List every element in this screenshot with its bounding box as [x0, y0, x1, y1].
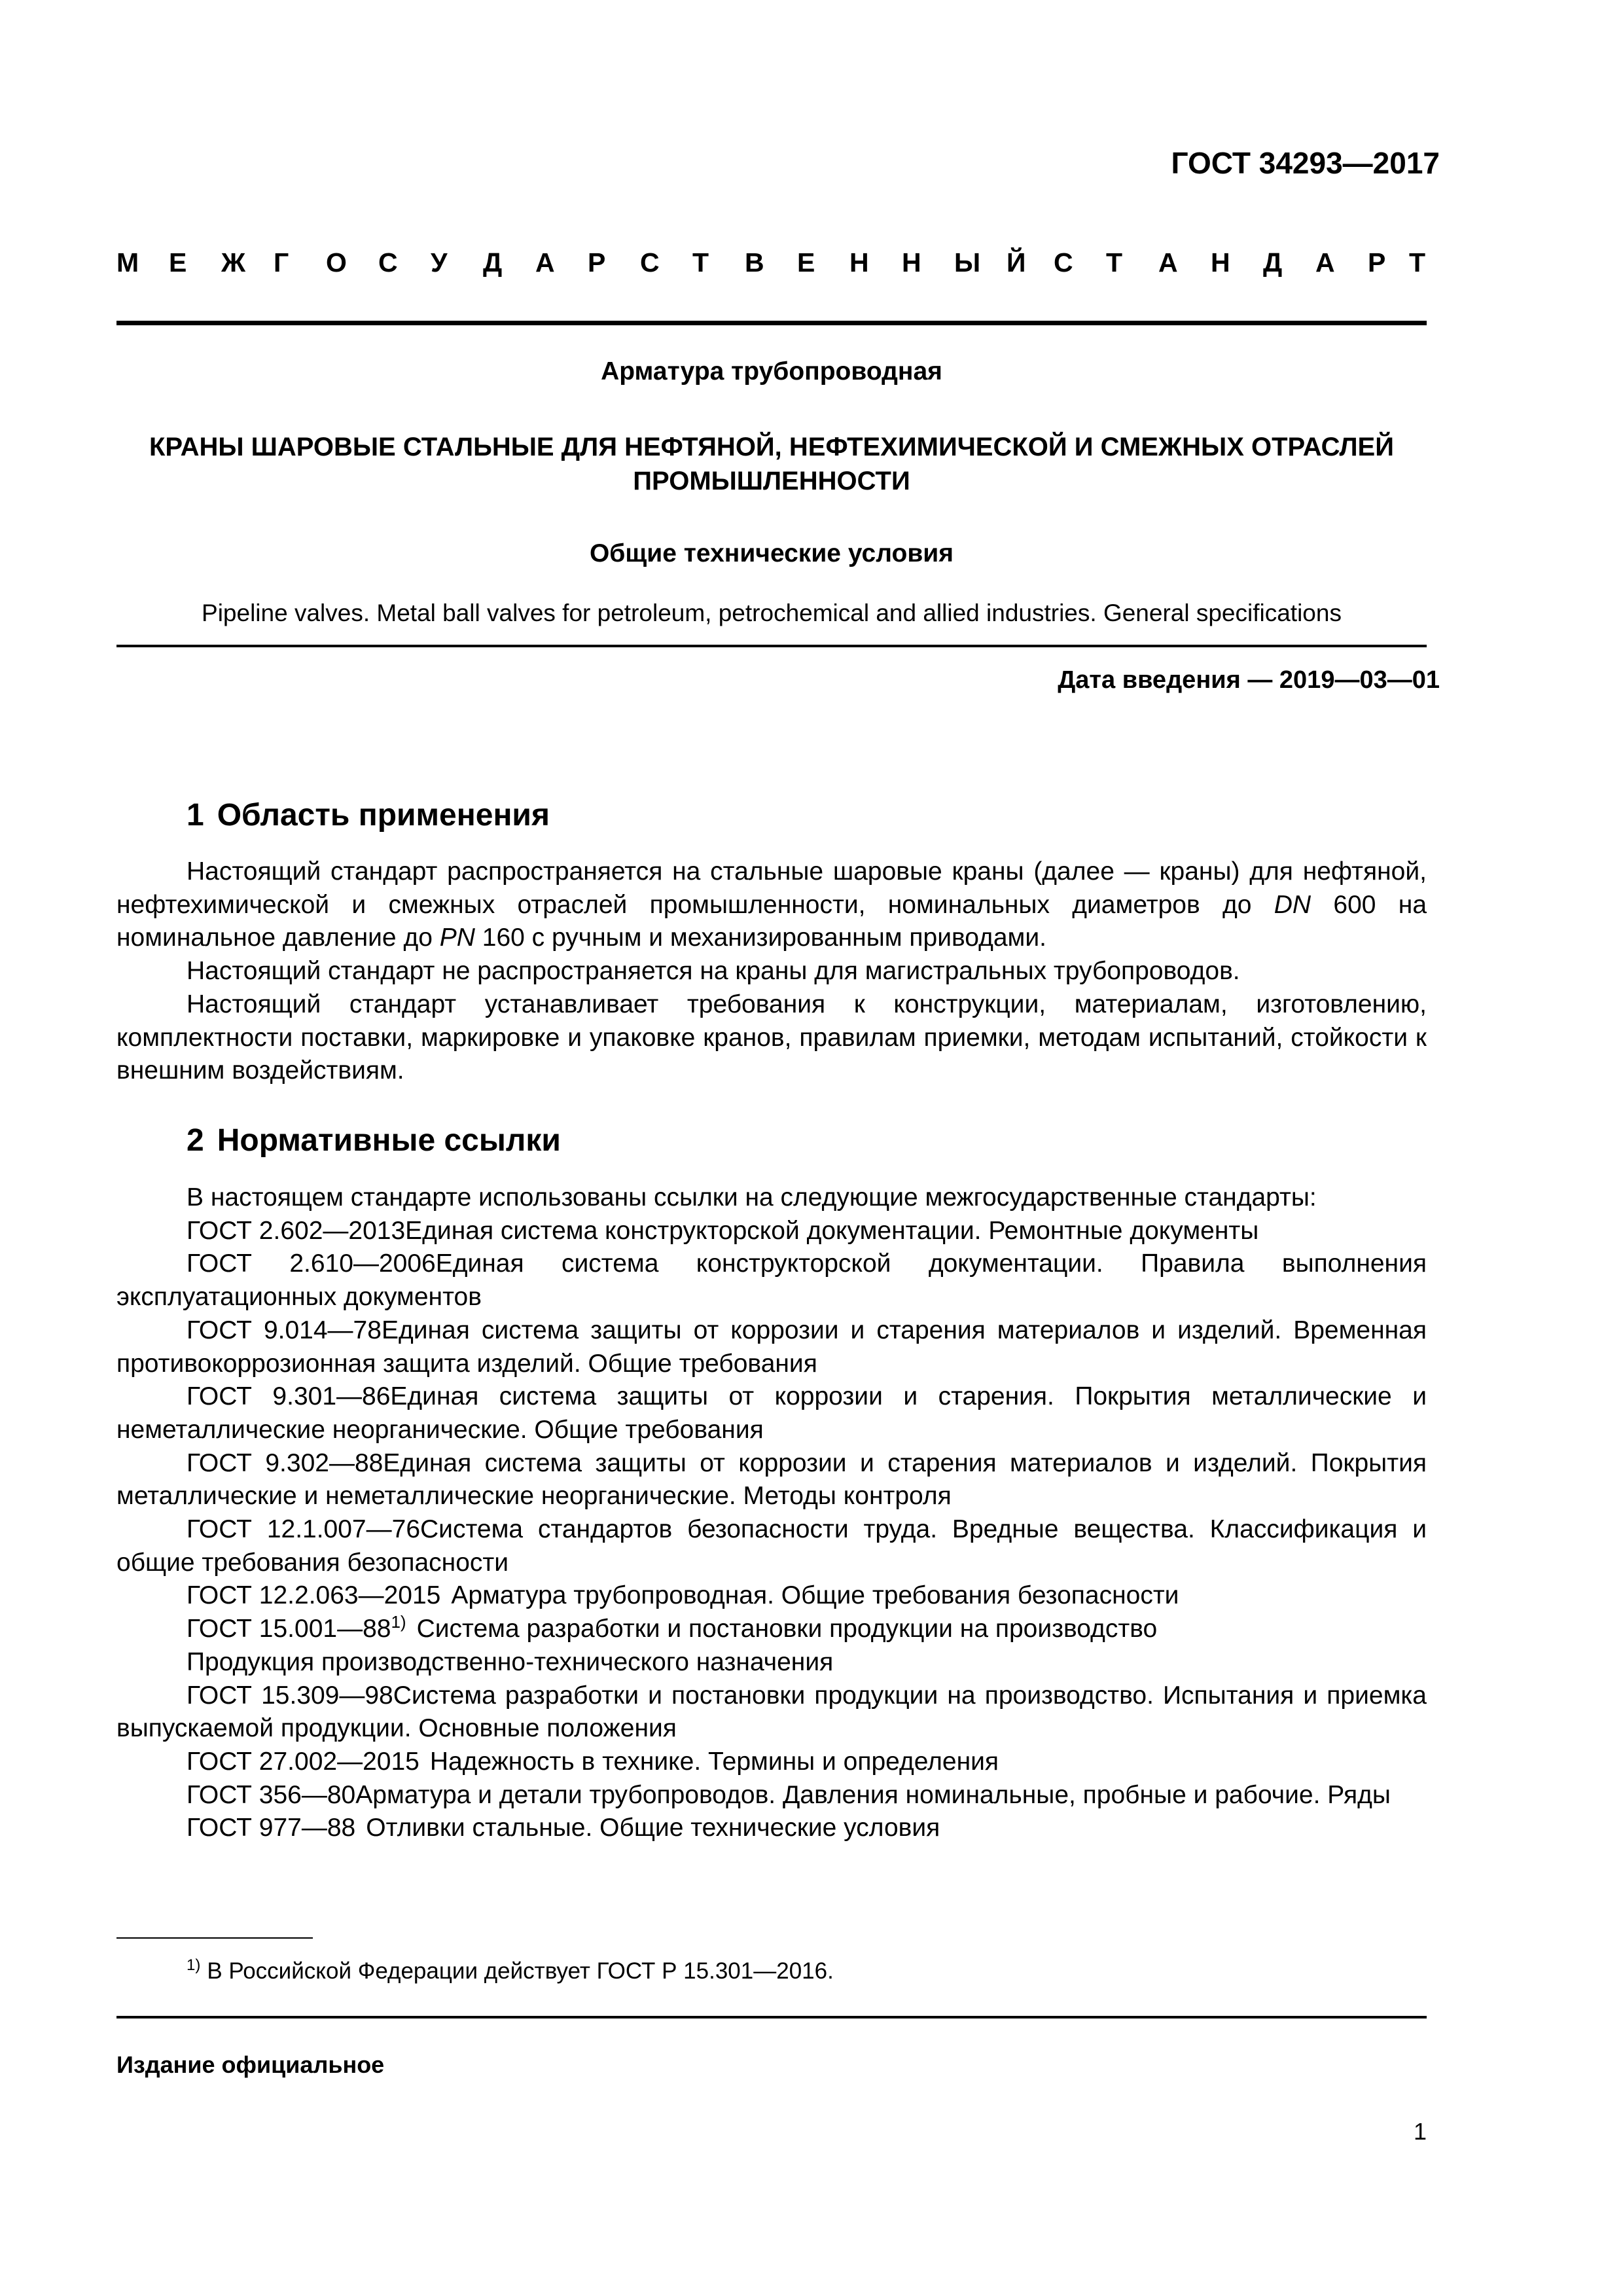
- reference-title: Система стандартов безопасности труда. Вредные вещества. Классификация и общие требования безопасности: [116, 1515, 1427, 1577]
- heading-letter: Ы: [954, 247, 981, 278]
- heading-letter: С: [378, 247, 398, 278]
- heading-letter: О: [326, 247, 347, 278]
- reference-title: Единая система конструкторской документации. Ремонтные документы: [405, 1216, 1259, 1245]
- dn-symbol: DN: [1274, 890, 1311, 919]
- reference-title: Единая система защиты от коррозии и старения материалов и изделий. Покрытия металлические и неметаллические неорганические. Методы контроля: [116, 1448, 1427, 1511]
- heading-letter: Н: [849, 247, 869, 278]
- heading-letter: С: [640, 247, 660, 278]
- reference-item: [116, 1447, 1427, 1513]
- section-1-heading: [187, 797, 550, 833]
- heading-letter: Т: [692, 247, 709, 278]
- introduction-date: Дата введения — 2019—03—01: [1058, 666, 1440, 694]
- section-2-body: [116, 1181, 1427, 1845]
- heading-letter: Д: [1263, 247, 1283, 278]
- paragraph: В настоящем стандарте использованы ссылки на следующие межгосударственные стандарты:: [187, 1183, 1317, 1211]
- footer-divider: [116, 2016, 1427, 2018]
- section-1-body: [116, 855, 1427, 1088]
- reference-code: ГОСТ 15.001—88: [187, 1615, 391, 1643]
- heading-letter: В: [745, 247, 764, 278]
- reference-code: ГОСТ 2.602—2013: [187, 1216, 406, 1245]
- section-title: Нормативные ссылки: [217, 1123, 561, 1158]
- official-edition-label: Издание официальное: [116, 2051, 385, 2078]
- heading-letter: А: [535, 247, 555, 278]
- heading-letter: Н: [902, 247, 921, 278]
- main-title-line: ПРОМЫШЛЕННОСТИ: [633, 467, 910, 495]
- heading-letter: Й: [1007, 247, 1026, 278]
- reference-code: ГОСТ 9.301—86: [187, 1382, 391, 1411]
- reference-code: ГОСТ 12.1.007—76: [187, 1515, 421, 1544]
- reference-title: Арматура и детали трубопроводов. Давления номинальные, пробные и рабочие. Ряды: [355, 1780, 1391, 1809]
- reference-item: [116, 1380, 1427, 1446]
- document-main-title: [116, 430, 1427, 498]
- reference-code: ГОСТ 9.014—78: [187, 1316, 382, 1344]
- title-divider: [116, 645, 1427, 647]
- reference-code: ГОСТ 356—80: [187, 1780, 356, 1809]
- heading-letter: Н: [1211, 247, 1230, 278]
- footnote-text: В Российской Федерации действует ГОСТ Р 15.301—2016.: [207, 1958, 834, 1984]
- heading-letter: А: [1158, 247, 1178, 278]
- heading-letter: Е: [797, 247, 815, 278]
- reference-item: [116, 1779, 1427, 1812]
- reference-code: ГОСТ 15.309—98: [187, 1681, 393, 1710]
- heading-letter: М: [116, 247, 139, 278]
- heading-letter: Т: [1409, 247, 1426, 278]
- reference-code: ГОСТ 2.610—2006: [187, 1249, 436, 1278]
- text-run: Настоящий стандарт распространяется на стальные шаровые краны (далее — краны) для нефтяной, нефтехимической и смежных отраслей промышленности, номинальных диаметров до: [116, 857, 1427, 919]
- document-number: ГОСТ 34293—2017: [1171, 146, 1440, 180]
- footnote-marker: 1): [391, 1612, 406, 1632]
- heading-letter: Д: [483, 247, 503, 278]
- reference-code: ГОСТ 12.2.063—2015: [187, 1581, 441, 1610]
- footnote-separator: [116, 1937, 313, 1939]
- section-number: 2: [187, 1123, 204, 1158]
- section-2-heading: [187, 1122, 561, 1158]
- reference-title: Единая система защиты от коррозии и старения материалов и изделий. Временная противокоррозионная защита изделий. Общие требования: [116, 1316, 1427, 1378]
- reference-continuation: Продукция производственно-технического назначения: [187, 1647, 834, 1676]
- reference-item: [116, 1513, 1427, 1579]
- document-subject: Арматура трубопроводная: [601, 357, 942, 386]
- reference-item: [116, 1812, 1427, 1845]
- english-title: Pipeline valves. Metal ball valves for petroleum, petrochemical and allied industries. General specifications: [202, 600, 1342, 626]
- heading-letter: Ж: [221, 247, 246, 278]
- heading-letter: Р: [588, 247, 606, 278]
- reference-item: [116, 1613, 1427, 1646]
- reference-item: [116, 1314, 1427, 1380]
- paragraph: Настоящий стандарт не распространяется на краны для магистральных трубопроводов.: [187, 957, 1240, 986]
- text-run: 600 на номинальное давление до: [116, 890, 1427, 952]
- reference-item: [116, 1746, 1427, 1779]
- reference-title: Единая система защиты от коррозии и старения. Покрытия металлические и неметаллические неорганические. Общие требования: [116, 1382, 1427, 1444]
- main-title-line: КРАНЫ ШАРОВЫЕ СТАЛЬНЫЕ ДЛЯ НЕФТЯНОЙ, НЕФТЕХИМИЧЕСКОЙ И СМЕЖНЫХ ОТРАСЛЕЙ: [149, 433, 1394, 461]
- paragraph: [116, 855, 1427, 955]
- section-title: Область применения: [217, 798, 550, 833]
- reference-item: [116, 1247, 1427, 1314]
- footnote: [187, 1958, 834, 1984]
- reference-title: Арматура трубопроводная. Общие требования безопасности: [451, 1581, 1179, 1610]
- reference-code: ГОСТ 27.002—2015: [187, 1747, 419, 1776]
- text-run: 160 с ручным и механизированным приводами.: [474, 924, 1046, 952]
- header-divider: [116, 321, 1427, 325]
- footnote-marker: 1): [187, 1956, 201, 1975]
- reference-item: [116, 1579, 1427, 1613]
- section-number: 1: [187, 798, 204, 833]
- paragraph: Настоящий стандарт устанавливает требования к конструкции, материалам, изготовлению, комплектности поставки, маркировке и упаковке кранов, правилам приемки, методам испытаний, стойкости к внешним воздействиям.: [116, 990, 1427, 1085]
- heading-letter: Р: [1368, 247, 1386, 278]
- heading-letter: Е: [169, 247, 187, 278]
- heading-letter: А: [1315, 247, 1335, 278]
- reference-title: Система разработки и постановки продукции на производство. Испытания и приемка выпускаемой продукции. Основные положения: [116, 1681, 1427, 1743]
- pn-symbol: PN: [439, 924, 475, 952]
- heading-letter: Г: [274, 247, 289, 278]
- reference-title: Надежность в технике. Термины и определения: [429, 1747, 999, 1776]
- heading-letter: У: [431, 247, 448, 278]
- heading-letter: Т: [1106, 247, 1123, 278]
- reference-code: ГОСТ 9.302—88: [187, 1448, 383, 1477]
- reference-item: [116, 1679, 1427, 1746]
- reference-item: [116, 1215, 1427, 1248]
- reference-title: Единая система конструкторской документации. Правила выполнения эксплуатационных документов: [116, 1249, 1427, 1312]
- reference-title: Отливки стальные. Общие технические условия: [366, 1814, 940, 1842]
- reference-code: ГОСТ 977—88: [187, 1814, 356, 1842]
- heading-letter: С: [1054, 247, 1073, 278]
- document-subtitle: Общие технические условия: [589, 539, 954, 567]
- reference-title: Система разработки и постановки продукции на производство: [416, 1615, 1158, 1643]
- page-number: 1: [1413, 2118, 1427, 2145]
